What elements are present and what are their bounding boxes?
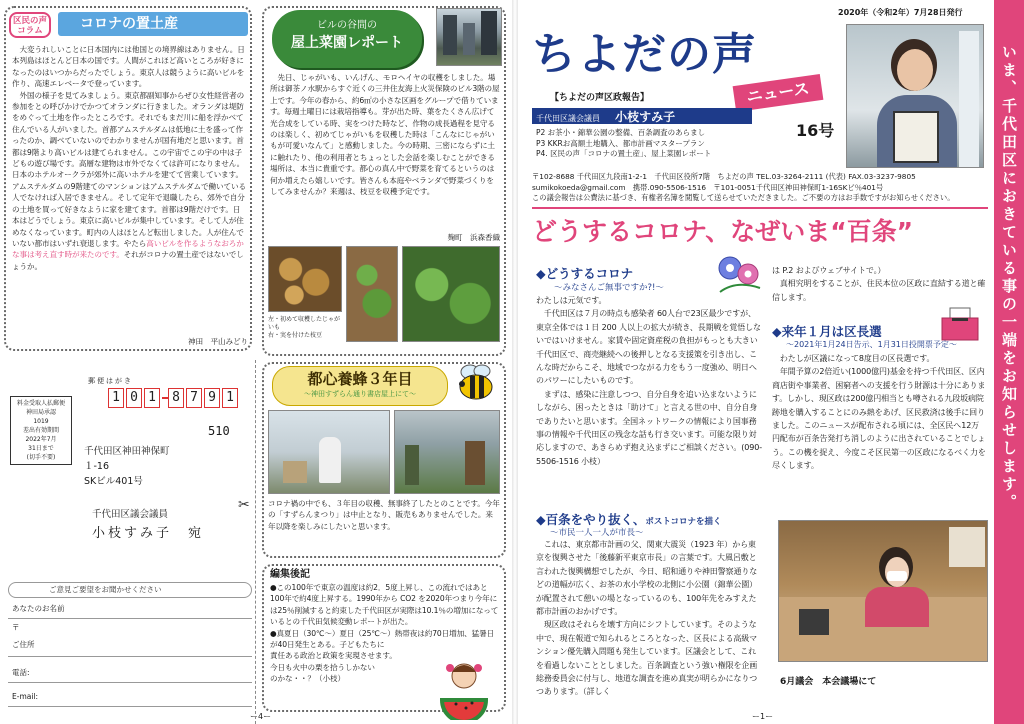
page-gutter <box>512 0 518 724</box>
right-page-number: ー1ー <box>752 712 774 721</box>
s3-subtitle: 〜2021年1月24日告示、1月31日投開票予定〜 <box>786 340 957 349</box>
toc-item-p2: P2 お茶小・錦華公園の整備、百条調査のあらまし <box>536 128 706 137</box>
s2-text <box>536 538 762 708</box>
postal-code-boxes <box>108 388 248 410</box>
roof-text <box>270 72 500 230</box>
roof-title-1: ビルの谷間の <box>317 20 377 31</box>
column-body-text: 大変うれしいことに日本国内には他国との境界線はありません。日本列島はほとんど日本の国です。人間がこれほど高いところが好きになったのはいつからだったでしょう。東京人は競うように高いビルを作り、高速エレベータで登っています。 外国の様子を見てみましょう。東京都副知事からぜひ女性経営者の参加をとの呼びかけでかつてオランダに行きました。オランダは堤防をめぐって土地を作ったところです。それでもまだ川に船を浮かべて住んでいる人がいました。首都アムステルダムは低地に土を盛って作ったのか、調べていないのでわかりませんが国有地だと思います。首都は9階より高いビルは建てられません。この宇宙でこの宇の中は子どもの遊び場です。高層な建物は市外でなくては許可になりません。日本のホテルオークラが郊外に高いホテルを建てて営業しています。アムステルダムの9階建てのマンションはアムステルダムで働いている人でなければ入居できません。そして定年で退職したら、郊外で自分の土地を買って好きなように家を建てます。首都は9階だけです。日本はどうでしょう。東京に高いビルが集中しています。そして人が住めなくなっています。町内の人はほとんど転出しました。人が住んでいない都市はいずれ衰退します。やたら <box>12 45 246 248</box>
recipient-title: 千代田区議会議員 <box>92 509 169 520</box>
form-line-4 <box>8 706 252 707</box>
form-label-address[interactable]: ご住所 <box>12 640 35 649</box>
s1-title: ◆どうするコロナ <box>536 266 634 281</box>
left-page-number: ー4ー <box>250 712 272 721</box>
address-block <box>84 444 170 489</box>
table-of-contents <box>536 128 711 160</box>
contact-line-2: sumikokoeda@gmail.com 携帯.090-5506-1516 〒101-0051千代田区神田神保町1-16SKビ％401号 <box>532 182 884 192</box>
column-author: 神田 平山みどり <box>188 337 248 346</box>
form-label-zip[interactable]: 〒 <box>12 623 20 632</box>
toc-item-p4: P4. 区民の声「コロナの置土産」、屋上菜園レポート <box>536 149 712 158</box>
postal-digit-1: 1 <box>108 388 124 408</box>
editor-body: ●この100年で東京の温度は約2．5度上昇し、この流れではあと100年で約4度上昇する。1990年から CO2 を2020年つまり今年には25％削減すると約束した千代田区が実際は10.1％の増加になっているとの千代田気候変動レポートが出た。 ●真夏日（30℃〜）夏日（25℃〜）熱帯夜は約70日増加、猛暑日が40日発生とある。子どもたちに 責任ある政治と政策を実現させます。 今日も火中の栗を拾うしかない のかな・・？（小枝） <box>270 583 499 684</box>
toc-item-p3: P3 KKRお高額土地購入、都市計画マスタープラン <box>536 138 705 148</box>
member-name: 小枝すみ子 <box>615 110 676 124</box>
contact-info <box>532 172 990 204</box>
address-line-1: 千代田区神田神保町 <box>84 446 170 457</box>
s2-cont-text: は P.2 およびウェブサイトで。） 真相究明をすることが、住民本位の区政に直結する道と確信します。 <box>772 266 986 302</box>
business-reply-stamp <box>10 396 72 500</box>
opinion-header <box>8 582 252 598</box>
form-label-phone[interactable]: 電話: <box>12 668 30 677</box>
s2-body: これは、東京都市計画の父、関東大震災（1923 年）から東京を復興させた「後藤新平東京市長」の言葉です。大風呂敷と言われた復興構想でしたが、今日、昭和通りや神田警察通りなどの道幅が広く、お茶の水小学校の北側に小公園（錦華公園）が配置されて憩いの場となっているのも、100年先をみすえた都市計画のおかげです。 現区政はそれらを壊す方向にシフトしています。そのような中で、現在報道で知られるところとなった、区長による高級マンション優先購入問題も発生しています。区議会として、これを看過しないこととしました。百条調査という強い権限を企画総務委員会に付与し、地道な調査を進め真実が明らかになりつつあります。（詳しく <box>536 540 758 697</box>
postal-digit-6: 9 <box>204 388 220 408</box>
girl-watermelon-illustration <box>436 660 492 720</box>
edamame-photo-1 <box>346 246 398 342</box>
bee-title-badge <box>272 366 448 406</box>
column-body <box>12 44 246 272</box>
roof-title-badge <box>272 10 422 68</box>
postal-digit-4: 8 <box>168 388 184 408</box>
assembly-photo <box>778 520 988 662</box>
column-text <box>12 44 246 332</box>
beekeeper-photo <box>268 410 390 494</box>
s2-subtitle: 〜市民一人一人が市長〜 <box>550 528 644 538</box>
edamame-photo-2 <box>402 246 500 342</box>
morning-glory-illustration <box>716 252 762 294</box>
stamp-box <box>10 396 72 465</box>
building-photo <box>436 8 502 66</box>
member-bar <box>532 108 752 124</box>
ballot-box-illustration <box>938 306 984 342</box>
column-logo <box>9 12 51 38</box>
form-label-email[interactable]: E-mail: <box>12 692 39 701</box>
photo-caption: 6月議会 本会議場にて <box>780 677 877 687</box>
member-label: 千代田区議会議員 <box>536 114 600 123</box>
address-line-2: １-16 <box>84 461 110 472</box>
header-divider <box>532 207 988 209</box>
potato-photo <box>268 246 342 312</box>
s3-body: わたしが区議になって8度目の区長選です。 年間予算の2倍近い(1000億円)基金を持つ千代田区、区内商店街や事業者、困窮者への支援を行う財源は十分にあります。しかし、現区政は200億円相当とも噂される九段坂病院跡地を購入することにのみ熱をあげ、区民救済は後手に回りました。このニュースが配布される頃には、全区民へ12万円配布が百条告発打ち消しのように出されていることでしょう。この機を捉え、今度こそ区民第一の区政になるべく力を尽くします。 <box>772 354 986 471</box>
bee-title: 都心養蜂３年目 <box>307 370 413 388</box>
news-label: ニュース <box>745 78 811 107</box>
main-headline: どうするコロナ、なぜいま“百条” <box>532 217 914 246</box>
report-label: 【ちよだの声区政報告】 <box>550 93 650 103</box>
rooftop-photo <box>394 410 500 494</box>
postal-dash <box>162 397 168 399</box>
roof-author: 麹町 浜森香織 <box>447 233 500 242</box>
column-logo-text: 区民の声 コラム <box>12 16 47 36</box>
column-title-bar <box>58 12 248 36</box>
opinion-header-text: ご意見ご要望をお聞かせください <box>49 585 162 594</box>
s1-text <box>536 294 762 508</box>
issue-number: 16号 <box>796 121 835 140</box>
s1-body: わたしは元気です。 千代田区は７月の時点も感染者 60人台で23区最少ですが、東京全体では１日 200 人以上の拡大が続き、長期戦を覚悟しないではいけません。家賃や固定資産税の負担がもっとも大きい千代田区で、商売継続への後押しとなる支援策を引き出し、こんな時だからこそ、地域でつながる力をもう一度強め、明日へのパワーにしたいものです。 まずは、感染に注意しつつ、自分自身を追い込まないようにしながら、困ったときは「助けて」と言える世の中、自分自身でありたいと思います。全国ネットワークの情報により国事務事の情報や千代田区の残念な話も行き交います。可能な限り対応しますので、あきらめず抱え込まずにご相談ください。(090-5506-1516 小枝） <box>536 296 762 466</box>
form-line-1 <box>8 618 252 619</box>
roof-caption <box>268 316 342 340</box>
postal-digit-5: 7 <box>186 388 202 408</box>
author-photo <box>846 24 984 168</box>
form-line-2 <box>8 656 252 657</box>
postcard-label: 郵便はがき <box>88 377 133 385</box>
bee-subtitle: 〜神田すずらん通り書店屋上にて〜 <box>303 390 417 398</box>
column-highlight: 高いビルを作るようなおろかな事は考え直す時が来たのです。 <box>12 238 244 260</box>
s3-title: ◆来年１月は区長選 <box>772 324 882 339</box>
postal-digit-2: 0 <box>126 388 142 408</box>
masthead: ちよだの声 <box>532 29 757 80</box>
side-banner-text: いま、千代田区におきている事の一端をお知らせします。 <box>1000 44 1018 512</box>
roof-caption-text: 左・初めて収穫したじゃがいも 右・実を付けた枝豆 <box>268 316 341 339</box>
scissors-icon: ✂ <box>238 497 250 513</box>
bee-text <box>268 498 500 554</box>
postal-digit-7: 1 <box>222 388 238 408</box>
column-title: コロナの置土産 <box>80 16 178 32</box>
cut-line <box>255 360 256 724</box>
recipient-name: 小枝すみ子 宛 <box>92 526 205 541</box>
bee-body: コロナ禍の中でも、３年目の収穫、無事終了したとのことです。今年の「すずらんまつり」は中止となり、販売もありませんでした。来年以降を楽しみにしたいと思います。 <box>268 499 500 531</box>
contact-line-1: 〒102-8688 千代田区九段南1-2-1 千代田区役所7階 ちよだの声 TEL.03-3264-2111 (代表) FAX.03-3237-9805 <box>532 172 916 181</box>
s2-title-small: ポストコロナを描く <box>645 517 722 527</box>
s1-subtitle: 〜みなさんご無事ですか?!〜 <box>554 283 664 293</box>
roof-title-2: 屋上菜園レポート <box>291 35 403 51</box>
issue-date: 2020年（令和2年）7月28日発行 <box>838 8 963 17</box>
contact-line-3: この議会報告は公費法に基づき、有権者名簿を閲覧して送らせていただきました。ご不要の方はお手数ですがお知らせください。 <box>532 193 955 202</box>
roof-body: 先日、じゃがいも、いんげん、モロヘイヤの収穫をしました。場所は御茶ノ水駅からすぐ近くの三井住友海上火災保険のビル3階の屋上です。今年の春から、約6㎡の小さな区画をグループで借りています。毎週土曜日には栽培指導も。芽が出た時、葉をたくさん広げて光合成をしている時、実をつけた時など、作物の成長過程を見守るのは楽しく、初めてじゃがいもを収穫した時は「こんなにじゃがいもが可愛いなんて」と感動しました。今の時期、三密にならずに土に触れたり、他の利用者とちょっとした会話を楽しむことができる場所は、本当に貴重です。都心の真ん中で野菜を育てるというのは何か増えたら嬉しいです。皆さんも本庭やベランダで野菜づくりをしてみませんか？来週は、枝豆を収穫予定です。 <box>270 73 500 197</box>
address-line-3: SKビル401号 <box>84 476 143 487</box>
column-end: それがコロナの置土産ではないでしょうか。 <box>12 250 244 271</box>
s2-title: ◆百条をやり抜く、 <box>536 512 646 527</box>
number-510: 510 <box>208 424 230 438</box>
form-line-3 <box>8 682 252 683</box>
s3-text <box>772 352 986 512</box>
postal-digit-3: 1 <box>144 388 160 408</box>
form-label-name[interactable]: あなたのお名前 <box>12 604 65 613</box>
stamp-text: 料金受取人払郵便 神田局承認 1019 差出有効期間 2022年7月 31日まで (切手不要) <box>16 400 65 461</box>
editor-title: 編集後記 <box>270 569 310 580</box>
bee-icon <box>452 362 498 402</box>
